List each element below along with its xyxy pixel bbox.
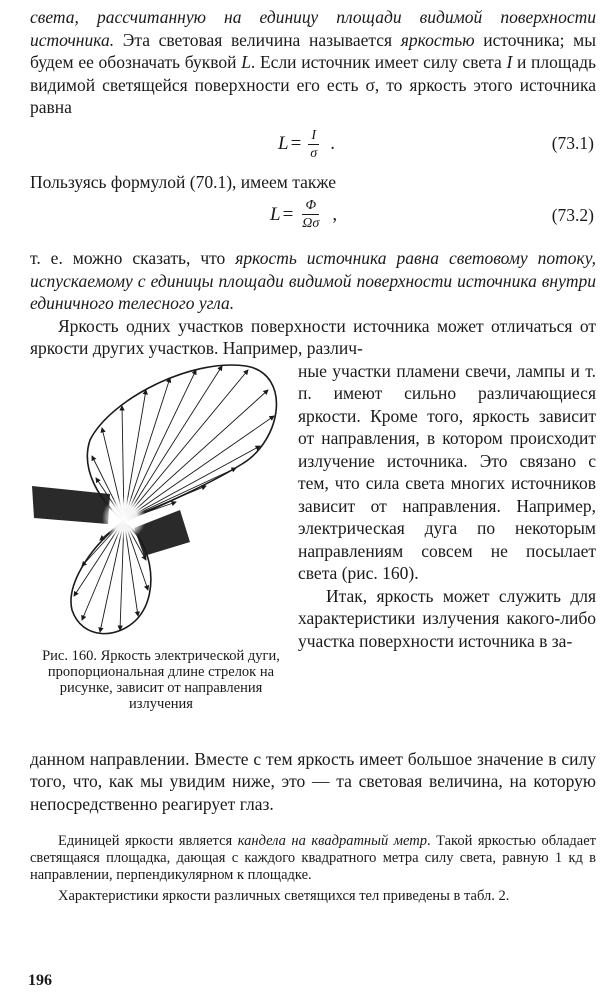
numerator: I (308, 127, 319, 145)
denominator: Ωσ (302, 216, 320, 231)
equation-number: (73.2) (551, 205, 594, 225)
text-run: Единицей яркости является (58, 833, 238, 849)
paragraph-brightness-continued: ные участки пламени свечи, лампы и т. п. имеют сильно различающиеся яркости. Кроме того, яркость зависит от направления, в котором происходит излучение источника. Это связано с тем, что сила света многих источников зависит от направления. Например, электрическая дуга по некоторым направлениям совсем не посылает света (рис. 160). (298, 360, 596, 583)
term-brightness: яркостью (400, 29, 475, 50)
side-text-column (298, 360, 596, 653)
formula-73-2 (30, 193, 596, 247)
formula-73-1 (30, 119, 596, 173)
paragraph-conclusion (30, 247, 596, 315)
note-unit (30, 833, 596, 884)
arc-brightness-diagram (30, 360, 292, 648)
figure-160 (30, 360, 292, 748)
denominator: σ (310, 145, 318, 161)
upper-lobe (87, 365, 276, 520)
symbol-I: I (506, 52, 513, 72)
page-number: 196 (28, 972, 52, 989)
unit-name: кандела на квадратный метр (237, 833, 427, 849)
figure-wrap-block (30, 360, 596, 748)
eq-punct: , (332, 203, 338, 225)
paragraph-summary-end: данном направлении. Вместе с тем яркость имеет большое значение в силу того, что, как мы увидим ниже, это — та световая величина, на которую непосредственно реагирует глаз. (30, 748, 596, 814)
italic-definition: света, рассчитанную на единицу площади видимой поверхности источника. (30, 7, 596, 50)
text-run: источника; мы будем ее обозначать буквой (30, 29, 597, 72)
note-table-ref: Характеристики яркости различных светящихся тел приведены в табл. 2. (58, 888, 510, 904)
eq-punct: . (330, 133, 335, 154)
arc-glow (102, 496, 146, 540)
eq-lhs: L (270, 203, 281, 225)
equation (270, 197, 337, 232)
paragraph-summary-start: Итак, яркость может служить для характеристики излучения какого-либо участка поверхности источника в за- (298, 585, 596, 651)
paragraph-brightness-areas: Яркость одних участков поверхности источника может отличаться от яркости других участков. Например, различ- (30, 315, 596, 358)
eq-lhs: L (278, 133, 289, 154)
eq-sign: = (282, 203, 294, 225)
paragraph-formula-ref: Пользуясь формулой (70.1), имеем также (30, 171, 336, 192)
text-run: и площадь видимой светящейся поверхности его есть σ, то яркость этого источника равна (30, 52, 597, 117)
page (30, 6, 596, 905)
text-run: т. е. можно сказать, что (30, 248, 236, 268)
text-run: Эта световая величина называется (114, 29, 401, 50)
figure-caption: Рис. 160. Яркость электрической дуги, пропорциональная длине стрелок на рисунке, зависит от направления излучения (42, 647, 280, 712)
paragraph-definition (30, 6, 596, 119)
text-run: . Такой яркостью обладает светящаяся площадка, дающая с каждого квадратного метра силу света, равную 1 кд в направлении, перпендикулярном к площадке. (30, 833, 596, 883)
fraction (299, 197, 322, 232)
equation-number: (73.1) (551, 132, 594, 153)
numerator: Φ (302, 197, 319, 215)
text-run: . Если источник имеет силу света (250, 52, 507, 72)
eq-sign: = (290, 133, 302, 154)
italic-statement: яркость источника равна световому потоку, испускаемому с единицы площади видимой поверхности источника внутри единичного телесного угла. (30, 248, 596, 313)
equation (278, 127, 335, 162)
fraction (307, 127, 320, 162)
symbol-L: L (241, 52, 251, 72)
spacer (30, 815, 596, 833)
